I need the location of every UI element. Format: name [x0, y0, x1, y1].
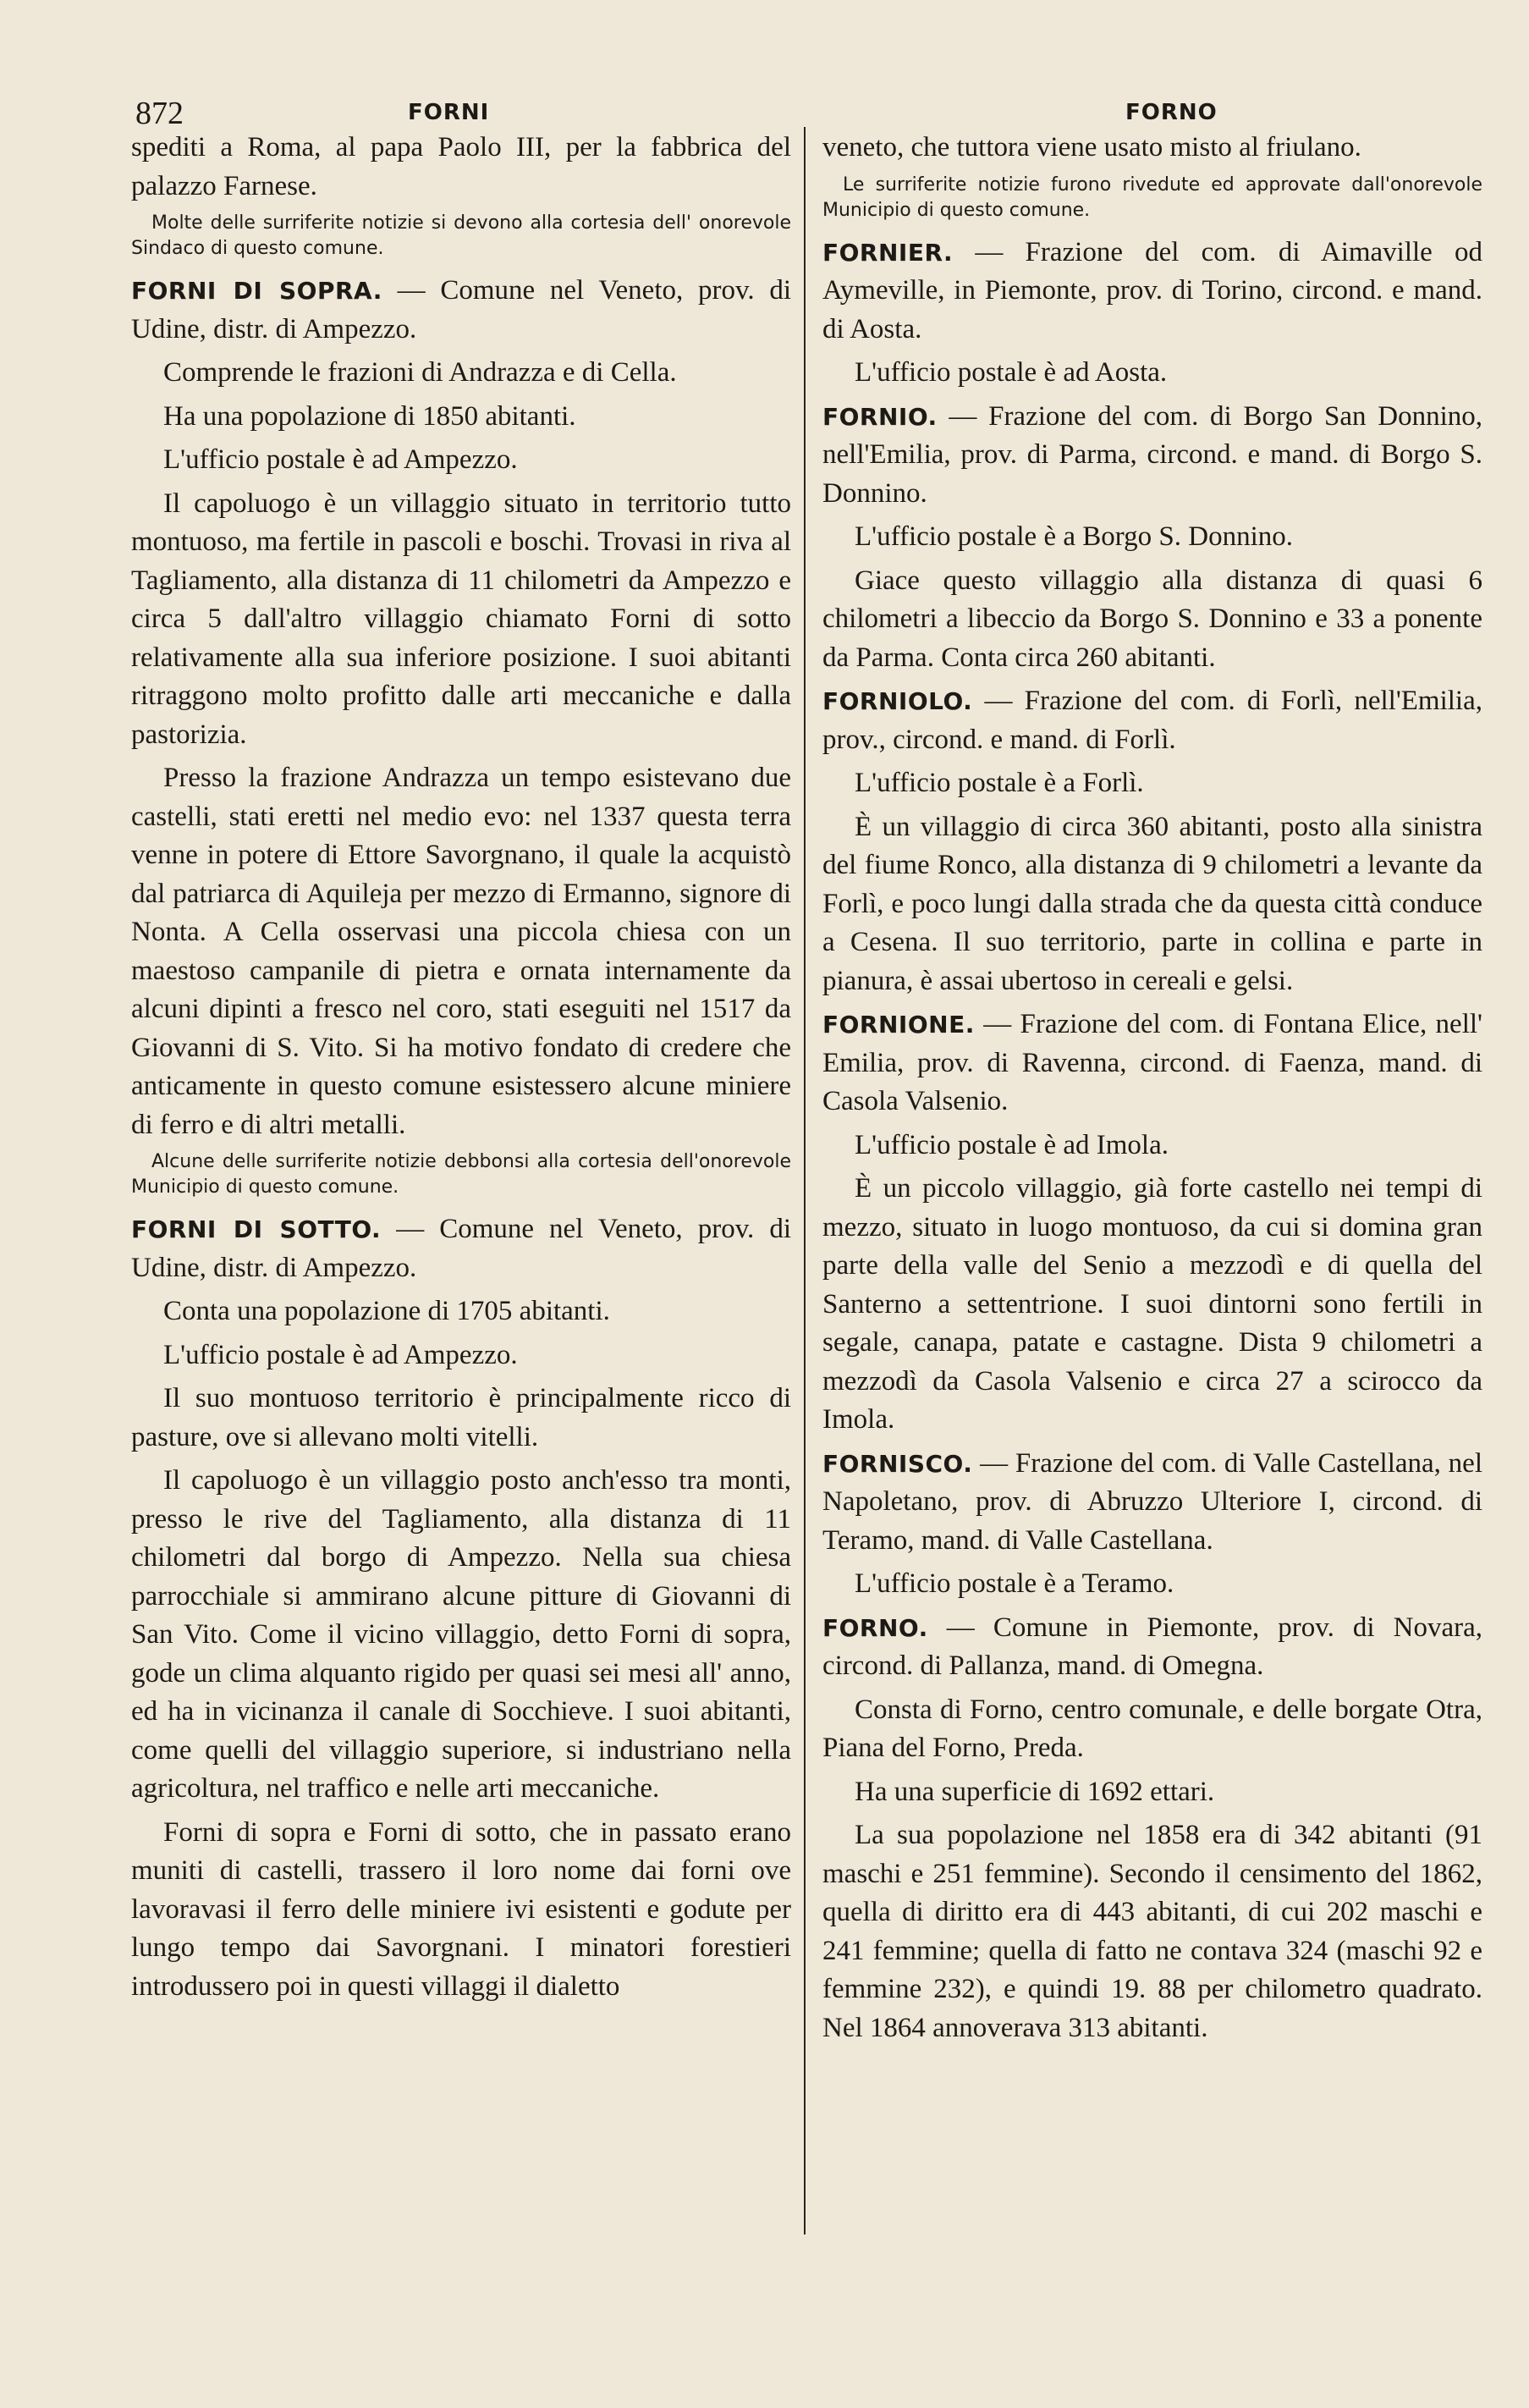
entry-text: — Comune nel Veneto, prov. di Udine, distr. di Ampezzo. [131, 1214, 791, 1283]
entry-heading: FORNISCO. [822, 1449, 973, 1478]
entry-text: — Frazione del com. di Valle Castellana, nel Napoletano, prov. di Abruzzo Ulteriore I, circond. di Teramo, mand. di Valle Castellana. [822, 1447, 1482, 1556]
paragraph: Consta di Forno, centro comunale, e delle borgate Otra, Piana del Forno, Preda. [822, 1694, 1482, 1763]
paragraph: L'ufficio postale è ad Ampezzo. [163, 444, 518, 475]
paragraph: È un villaggio di circa 360 abitanti, posto alla sinistra del fiume Ronco, alla distanza di 9 chilometri a levante da Forlì, e poco lungi dalla strada che da questa città conduce a Cesena. Il suo territorio, parte in collina e parte in pianura, è assai ubertoso in cereali e gelsi. [822, 811, 1482, 996]
entry-heading: FORNIOLO. [822, 687, 973, 715]
entry-fornio [822, 398, 1482, 514]
entry-heading: FORNIER. [822, 238, 954, 267]
entry-heading: FORNIONE. [822, 1011, 975, 1039]
paragraph: spediti a Roma, al papa Paolo III, per la fabbrica del palazzo Farnese. [131, 132, 791, 201]
running-head-right: FORNO [1125, 100, 1218, 125]
paragraph: Giace questo villaggio alla distanza di quasi 6 chilometri a libeccio da Borgo S. Donnino e 33 a ponente da Parma. Conta circa 260 abitanti. [822, 565, 1482, 673]
running-head-left: FORNI [408, 100, 490, 125]
entry-forno [822, 1609, 1482, 1686]
paragraph: Forni di sopra e Forni di sotto, che in passato erano muniti di castelli, trassero il loro nome dai forni ove lavoravasi il ferro delle miniere ivi esistenti e godute per lungo tempo dai Savorgnani. I minatori forestieri introdussero poi in questi villaggi il dialetto [131, 1816, 791, 2002]
entry-text: — Frazione del com. di Aimaville od Aymeville, in Piemonte, prov. di Torino, circond. e mand. di Aosta. [822, 236, 1482, 344]
paragraph: È un piccolo villaggio, già forte castello nei tempi di mezzo, situato in luogo montuoso, da cui si domina gran parte della valle del Senio a mezzodì e di quella del Santerno a settentrione. I suoi dintorni sono fertili in segale, canapa, patate e castagne. Dista 9 chilometri a mezzodì da Casola Valsenio e circa 27 a scirocco da Imola. [822, 1173, 1482, 1435]
footnote: Alcune delle surriferite notizie debbonsi alla cortesia dell'onorevole Municipio di questo comune. [131, 1151, 791, 1198]
entry-heading: FORNI DI SOPRA. [131, 277, 382, 305]
paragraph: Ha una popolazione di 1850 abitanti. [163, 400, 576, 432]
paragraph: L'ufficio postale è ad Aosta. [855, 357, 1168, 388]
entry-forni-di-sopra [131, 272, 791, 349]
paragraph: Presso la frazione Andrazza un tempo esistevano due castelli, stati eretti nel medio evo: nel 1337 questa terra venne in potere di Ettore Savorgnano, il quale la acquistò dal patriarca di Aquileja per mezzo di Ermanno, signore di Nonta. A Cella osservasi una piccola chiesa con un maestoso campanile di pietra e ornata internamente da alcuni dipinti a fresco nel coro, stati eseguiti nel 1517 da Giovanni di S. Vito. Si ha motivo fondato di credere che anticamente in questo comune esistessero alcune miniere di ferro e di altri metalli. [131, 763, 791, 1140]
paragraph: Il capoluogo è un villaggio situato in territorio tutto montuoso, ma fertile in pascoli e boschi. Trovasi in riva al Tagliamento, alla distanza di 11 chilometri da Ampezzo e circa 5 dall'altro villaggio chiamato Forni di sotto relativamente alla sua inferiore posizione. I suoi abitanti ritraggono molto profitto dalle arti meccaniche e dalla pastorizia. [131, 488, 791, 750]
entry-heading: FORNO. [822, 1613, 928, 1642]
paragraph: L'ufficio postale è a Borgo S. Donnino. [855, 521, 1293, 552]
paragraph: L'ufficio postale è a Forlì. [855, 768, 1144, 798]
entry-heading: FORNIO. [822, 402, 938, 431]
entry-text: — Frazione del com. di Borgo San Donnino, nell'Emilia, prov. di Parma, circond. e mand. di Borgo S. Donnino. [822, 400, 1482, 509]
entry-fornisco [822, 1445, 1482, 1561]
paragraph: L'ufficio postale è ad Ampezzo. [163, 1339, 518, 1370]
entry-fornier [822, 234, 1482, 350]
column-divider [804, 127, 806, 2234]
entry-forni-di-sotto [131, 1210, 791, 1287]
paragraph: L'ufficio postale è ad Imola. [855, 1129, 1169, 1160]
right-column [822, 129, 1482, 2053]
paragraph: Ha una superficie di 1692 ettari. [855, 1776, 1215, 1807]
paragraph: Conta una popolazione di 1705 abitanti. [163, 1296, 610, 1326]
page-number: 872 [135, 96, 184, 131]
paragraph: Il suo montuoso territorio è principalmente ricco di pasture, ove si allevano molti vitelli. [131, 1383, 791, 1452]
paragraph: Comprende le frazioni di Andrazza e di Cella. [163, 357, 677, 388]
paragraph: veneto, che tuttora viene usato misto al friulano. [822, 132, 1361, 163]
entry-heading: FORNI DI SOTTO. [131, 1215, 382, 1243]
paragraph: La sua popolazione nel 1858 era di 342 abitanti (91 maschi e 251 femmine). Secondo il censimento del 1862, quella di diritto era di 443 abitanti, di cui 202 maschi e 241 femmine; quella di fatto ne contava 324 (maschi 92 e femmine 232), e quindi 19. 88 per chilometro quadrato. Nel 1864 annoverava 313 abitanti. [822, 1820, 1482, 2043]
entry-text: — Frazione del com. di Forlì, nell'Emilia, prov., circond. e mand. di Forlì. [822, 686, 1482, 755]
paragraph: L'ufficio postale è a Teramo. [855, 1568, 1174, 1599]
footnote: Molte delle surriferite notizie si devono alla cortesia dell' onorevole Sindaco di questo comune. [131, 212, 791, 259]
entry-text: — Comune nel Veneto, prov. di Udine, distr. di Ampezzo. [131, 275, 791, 344]
entry-text: — Frazione del com. di Fontana Elice, nell' Emilia, prov. di Ravenna, circond. di Faenza, mand. di Casola Valsenio. [822, 1009, 1482, 1116]
entry-text: — Comune in Piemonte, prov. di Novara, circond. di Pallanza, mand. di Omegna. [822, 1612, 1482, 1681]
footnote: Le surriferite notizie furono rivedute ed approvate dall'onorevole Municipio di questo comune. [822, 174, 1482, 221]
entry-fornione [822, 1006, 1482, 1121]
entry-forniolo [822, 682, 1482, 759]
paragraph: Il capoluogo è un villaggio posto anch'esso tra monti, presso le rive del Tagliamento, alla distanza di 11 chilometri dal borgo di Ampezzo. Nella sua chiesa parrocchiale si ammirano alcune pitture di Giovanni di San Vito. Come il vicino villaggio, detto Forni di sopra, gode un clima alquanto rigido per quasi sei mesi all' anno, ed ha in vicinanza il canale di Socchieve. I suoi abitanti, come quelli del villaggio superiore, si industriano nella agricoltura, nel traffico e nelle arti meccaniche. [131, 1465, 791, 1804]
left-column [131, 129, 791, 2011]
